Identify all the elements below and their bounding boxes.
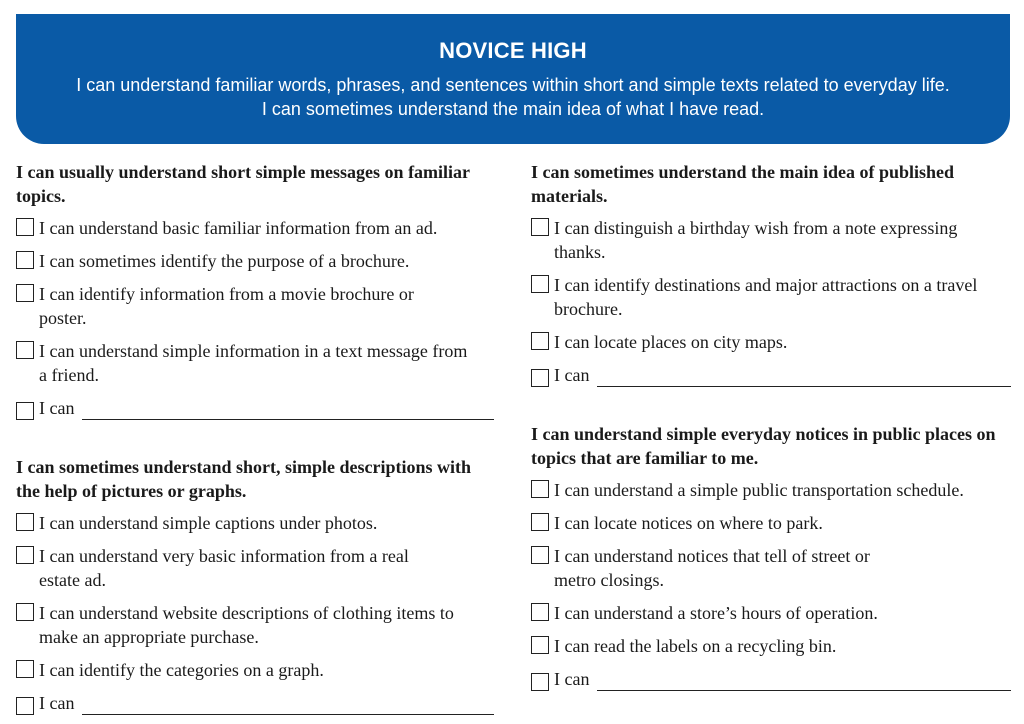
checkbox[interactable] [531, 546, 549, 564]
blank-label: I can [39, 398, 75, 418]
section-heading: I can sometimes understand short, simple descriptions with the help of pictures or graphs. [16, 457, 472, 501]
checklist-item-text: I can understand simple information in a text message from a friend. [39, 341, 468, 385]
checklist-item-text: I can identify the categories on a graph. [39, 660, 324, 680]
checkbox[interactable] [16, 284, 34, 302]
checklist-item [531, 601, 1011, 625]
section-short-messages [16, 160, 494, 420]
checkbox[interactable] [531, 480, 549, 498]
checkbox[interactable] [16, 603, 34, 621]
write-in-line[interactable] [597, 368, 1011, 387]
checklist-item-text: I can understand basic familiar information from an ad. [39, 218, 438, 238]
write-in-line[interactable] [597, 672, 1011, 691]
section-published-materials [531, 160, 1011, 387]
checklist-item-text: I can distinguish a birthday wish from a note expressing thanks. [554, 218, 958, 262]
checkbox[interactable] [531, 275, 549, 293]
checkbox[interactable] [531, 369, 549, 387]
checkbox[interactable] [16, 218, 34, 236]
level-banner [16, 14, 1010, 144]
checkbox[interactable] [531, 218, 549, 236]
checklist-item [531, 273, 1011, 321]
checklist-item [16, 511, 494, 535]
checkbox[interactable] [16, 341, 34, 359]
checkbox[interactable] [16, 660, 34, 678]
checkbox[interactable] [531, 513, 549, 531]
checklist-item-blank [531, 363, 1011, 387]
section-heading: I can understand simple everyday notices in public places on topics that are familiar to me. [531, 424, 996, 468]
level-title: NOVICE HIGH [439, 38, 587, 63]
blank-label: I can [39, 693, 75, 713]
level-description-2: I can sometimes understand the main idea of what I have read. [261, 99, 765, 119]
right-column [531, 160, 1011, 700]
checkbox[interactable] [531, 603, 549, 621]
checklist-item [16, 601, 494, 649]
checklist-item-text: I can understand simple captions under photos. [39, 513, 378, 533]
checklist-item-text: I can locate places on city maps. [554, 332, 788, 352]
checkbox[interactable] [531, 636, 549, 654]
checkbox[interactable] [16, 251, 34, 269]
section-descriptions [16, 455, 494, 715]
checklist-item [531, 330, 1011, 354]
write-in-line[interactable] [82, 401, 494, 420]
section-public-notices [531, 422, 1011, 691]
checkbox[interactable] [531, 673, 549, 691]
checklist-item [16, 249, 494, 273]
checkbox[interactable] [16, 546, 34, 564]
checklist-item-text: I can understand a store’s hours of operation. [554, 603, 878, 623]
checklist-item-blank [16, 396, 494, 420]
checklist-item-text: I can understand notices that tell of street or metro closings. [554, 546, 870, 590]
checklist-item-text: I can locate notices on where to park. [554, 513, 823, 533]
checklist-item [16, 658, 494, 682]
checklist-item [16, 216, 494, 240]
checkbox[interactable] [16, 697, 34, 715]
checklist-item [531, 216, 1011, 264]
checklist-item-text: I can understand a simple public transportation schedule. [554, 480, 964, 500]
checkbox[interactable] [16, 402, 34, 420]
checklist-item [16, 339, 494, 387]
checklist-item [531, 511, 1011, 535]
checklist-item-text: I can understand website descriptions of clothing items to make an appropriate purchase. [39, 603, 454, 647]
checklist-item [531, 478, 1011, 502]
left-column [16, 160, 494, 724]
checklist-item-blank [531, 667, 1011, 691]
section-heading: I can sometimes understand the main idea of published materials. [531, 162, 955, 206]
blank-label: I can [554, 669, 590, 689]
blank-label: I can [554, 365, 590, 385]
level-description-1: I can understand familiar words, phrases, and sentences within short and simple texts related to everyday life. [76, 75, 950, 95]
checklist-item [531, 544, 1011, 592]
write-in-line[interactable] [82, 696, 494, 715]
checkbox[interactable] [16, 513, 34, 531]
checklist-item-text: I can understand very basic information from a real estate ad. [39, 546, 409, 590]
checklist-item [16, 282, 494, 330]
checkbox[interactable] [531, 332, 549, 350]
checklist-item-text: I can sometimes identify the purpose of a brochure. [39, 251, 410, 271]
section-heading: I can usually understand short simple messages on familiar topics. [16, 162, 470, 206]
checklist-item-text: I can read the labels on a recycling bin. [554, 636, 837, 656]
checklist-item [16, 544, 494, 592]
checklist-item-text: I can identify destinations and major attractions on a travel brochure. [554, 275, 978, 319]
checklist-item-text: I can identify information from a movie brochure or poster. [39, 284, 414, 328]
checklist-item-blank [16, 691, 494, 715]
checklist-item [531, 634, 1011, 658]
